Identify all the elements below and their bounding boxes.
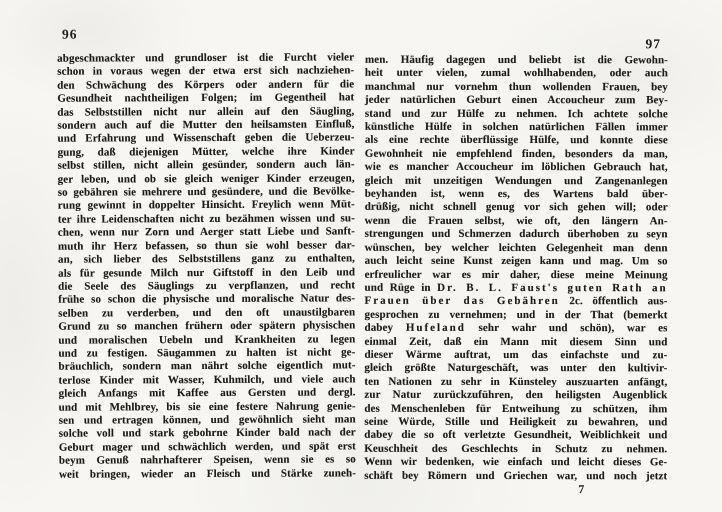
page-number-right: 97 [645, 36, 661, 52]
text-line: selben zu verderben, und den oft unaustilgbaren [58, 306, 356, 320]
text-line: und mit Mehlbrey, bis sie eine festere Nahrung genie- [58, 399, 356, 414]
text-line: auch leicht seine Kunst zeigen kann und mag. Um so [364, 254, 668, 268]
text-line: zur Natur zurückzuführen, den heiligsten Augenblick [364, 388, 668, 402]
left-page-text [57, 51, 356, 481]
text-line: gesprochen zu vernehmen; und in der That (bemerkt [364, 308, 668, 321]
text-line: Geburt mager und schwächlich werden, und spät erst [58, 440, 356, 454]
text-line: gleich Anfangs mit Kaffee aus Gersten und dergl. [58, 386, 356, 400]
text-line: als eine rechte überflüssige Hülfe, und konnte diese [364, 134, 668, 147]
text-line: dabey Hufeland sehr wahr und schön), war es [364, 321, 668, 335]
text-line: Gewohnheit nie empfehlend finden, besonders da man, [364, 147, 668, 161]
text-line: weit bringen, wieder an Fleisch und Stärke zuneh- [58, 466, 356, 481]
text-line: schäft bey Römern und Griechen war, und noch jetzt [364, 469, 668, 482]
text-line: strengungen und Schmerzen dadurch überhoben zu seyn [364, 228, 668, 241]
text-line: schon in voraus wegen der etwa erst sich nachziehen- [57, 64, 355, 79]
right-page [364, 36, 668, 497]
text-line: bräuchlich, sondern man nährt solche eigentlich mut- [58, 359, 356, 373]
text-line: chen, wenn nur Zorn und Aerger statt Liebe und Sanft- [57, 225, 355, 239]
text-line: erfreulicher war es mir daher, diese meine Meinung [364, 268, 668, 281]
text-line: heit unter vielen, zumal wohlhabenden, oder auch [364, 67, 668, 80]
text-line: gung, daß diejenigen Mütter, welche ihre Kinder [57, 145, 355, 159]
text-line: wünschen, bey welcher leichten Gelegenheit man denn [364, 241, 668, 254]
text-line: sondern auch auf die Mutter den heilsamsten Einfluß, [57, 118, 355, 132]
text-line: des Menschenleben für Entweihung zu schützen, ihm [364, 402, 668, 415]
text-line: solche voll und stark gebohrne Kinder bald nach der [58, 426, 356, 441]
text-line: manchmal nur vornehm thun wollenden Frauen, bey [364, 80, 668, 94]
text-line: sen und ertragen können, und gewöhnlich sieht man [58, 413, 356, 427]
text-line: abgeschmackter und grundloser ist die Furcht vieler [57, 51, 355, 65]
text-line: drüßig, nicht schnell genug vor sich gehen will; oder [364, 201, 668, 214]
text-line: und moralischen Uebeln und Krankheiten zu legen [58, 332, 356, 347]
left-page [57, 25, 356, 481]
text-line: an, sich lieber des Selbststillens ganz zu enthalten, [57, 252, 356, 266]
text-line: künstliche Hülfe in solchen natürlichen Fällen immer [364, 120, 668, 134]
text-line: Keuschheit des Geschlechts in Schutz zu nehmen. [364, 442, 668, 456]
text-line: jeder natürlichen Geburt einen Accoucheur zum Bey- [364, 93, 668, 107]
text-line: Frauen über das Gebähren 2c. öffentlich aus- [364, 295, 668, 308]
text-line: terlose Kinder mit Wasser, Kuhmilch, und viele auch [58, 373, 356, 387]
page-number-left: 96 [62, 26, 78, 42]
text-line: seine Würde, Stille und Heiligkeit zu bewahren, und [364, 415, 668, 429]
text-line: das Selbststillen nicht nur allein auf den Säugling, [57, 104, 355, 119]
text-line: die Seele des Säuglings zu verpflanzen, und recht [58, 279, 356, 293]
text-line: ten Nationen zu sehr in Künsteley auszuarten anfängt, [364, 375, 668, 389]
text-line: und Rüge in Dr. B. L. Faust's guten Rath an [364, 281, 668, 295]
text-line: ger leben, und ob sie gleich weniger Kinder erzeugen, [57, 172, 355, 186]
text-line: gleich mit unzeitigen Wendungen und Zangenanlegen [364, 174, 668, 187]
text-line: beym Genuß nahrhafterer Speisen, wenn sie es so [58, 453, 356, 467]
text-line: und zu festigen. Säugammen zu halten ist nicht ge- [58, 346, 356, 360]
text-line: und Erfahrung und Wissenschaft geben die Ueberzeu- [57, 131, 355, 146]
text-line: als für gesunde Milch nur Giftstoff in den Leib und [58, 265, 356, 280]
text-line: frühe so schon die physische und moralische Natur des- [58, 292, 356, 306]
text-line: Gesundheit nachtheiligen Folgen; im Gegentheil hat [57, 91, 355, 105]
right-page-text [364, 54, 668, 484]
text-line: Grund zu so manchen frühern oder spätern physischen [58, 319, 356, 333]
text-line: selbst stillen, nicht allein gesünder, sondern auch län- [57, 158, 355, 172]
signature-mark: 7 [578, 482, 585, 497]
text-line: beyhanden ist, wenn es, des Wartens bald über- [364, 187, 668, 201]
text-line: den Schwächung des Körpers oder andern für die [57, 78, 355, 92]
text-line: gleich größte Naturgeschäft, was unter den kultivir- [364, 362, 668, 375]
text-line: Wenn wir bedenken, wie einfach und leicht dieses Ge- [364, 455, 668, 469]
text-line: so gebähren sie mehrere und gesündere, und die Bevölke- [57, 185, 355, 199]
text-line: muth ihr Herz befassen, so thun sie wohl besser dar- [57, 239, 355, 253]
text-line: ter ihre Leidenschaften nicht zu bezähmen wissen und su- [57, 212, 355, 226]
text-line: wenn die Frauen selbst, wie oft, den längern An- [364, 214, 668, 228]
text-line: men. Häufig dagegen und beliebt ist die Gewohn- [364, 53, 668, 67]
text-line: dieser Wärme auftrat, um das einfachste und zu- [364, 348, 668, 362]
text-line: stand und zur Hülfe zu nehmen. Ich achtete solche [364, 107, 668, 120]
text-line: rung gewinnt in doppelter Hinsicht. Freylich wenn Müt- [57, 198, 355, 213]
text-line: dabey die so oft verletzte Gesundheit, Weiblichkeit und [364, 429, 668, 442]
text-line: wie es mancher Accoucheur im löblichen Gebrauch hat, [364, 160, 668, 174]
text-line: einmal Zeit, daß ein Mann mit diesem Sinn und [364, 335, 668, 348]
